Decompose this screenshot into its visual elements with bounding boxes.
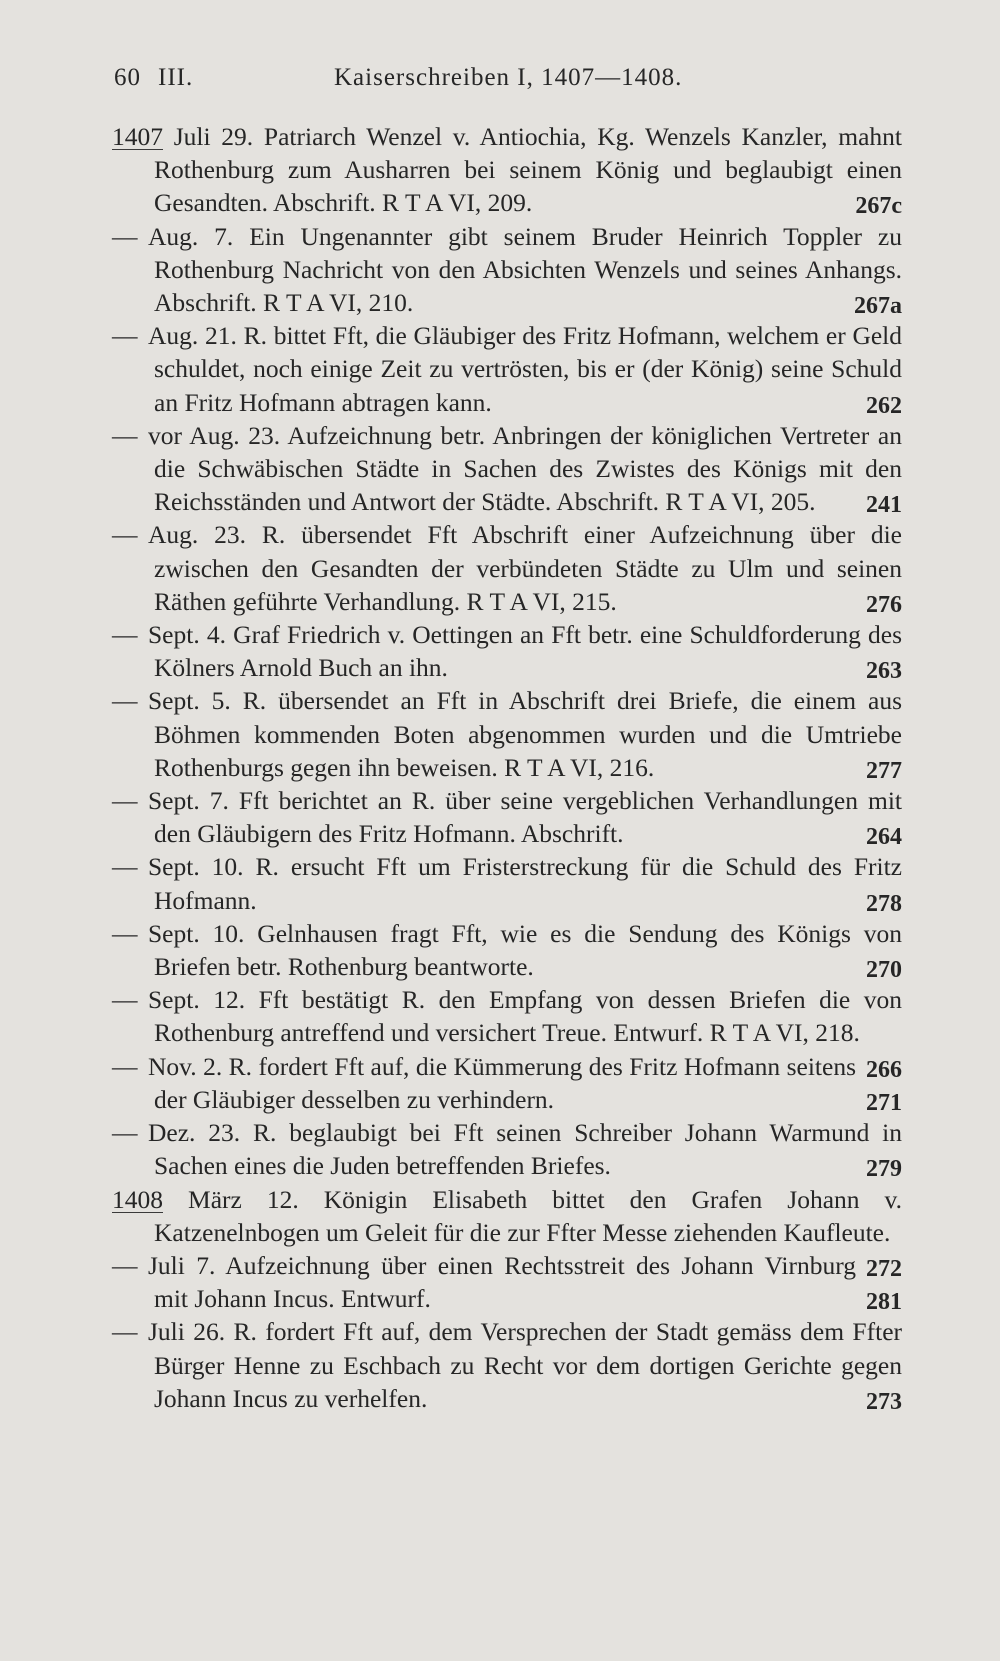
page-number: 60 [114, 64, 141, 91]
ditto-dash: — [112, 221, 138, 251]
regest-entry [112, 419, 902, 519]
entry-text: Aufzeichnung über einen Rechtsstreit des Johann Virnburg mit Johann Incus. Entwurf. [154, 1250, 857, 1314]
entry-text: R. übersendet Fft Abschrift einer Aufzeichnung über die zwischen den Gesandten der verbündeten Städte zu Ulm und seinen Räthen geführte Verhandlung. R T A VI, 215. [154, 520, 902, 616]
regest-list [112, 120, 902, 1415]
document-number: 267c [855, 193, 902, 220]
regest-entry [112, 917, 902, 983]
regest-entry [112, 850, 902, 916]
ditto-dash: — [112, 852, 138, 882]
running-title: Kaiserschreiben I, 1407—1408. [334, 64, 683, 91]
document-number: 270 [866, 957, 902, 984]
entry-date: März 12. [188, 1184, 299, 1214]
ditto-dash: — [112, 985, 138, 1015]
entry-text: R. ersucht Fft um Fristerstreckung für die Schuld des Fritz Hofmann. [154, 852, 903, 915]
regest-entry [112, 319, 902, 419]
entry-date: Sept. 7. [148, 786, 229, 816]
ditto-dash: — [112, 1051, 138, 1081]
document-number: 262 [866, 392, 902, 419]
entry-year: 1408 [112, 1184, 163, 1214]
entry-text: R. beglaubigt bei Fft seinen Schreiber Johann Warmund in Sachen eines die Juden betreffenden Briefes. [154, 1118, 902, 1181]
ditto-dash: — [112, 918, 138, 948]
ditto-dash: — [112, 1250, 138, 1280]
entry-date: Aug. 23. [148, 520, 247, 550]
entry-date: Sept. 10. [148, 852, 244, 882]
entry-date: Aug. 21. [148, 321, 237, 351]
ditto-dash: — [112, 686, 138, 716]
entry-text: R. fordert Fft auf, dem Versprechen der Stadt gemäss dem Ffter Bürger Henne zu Eschbach zu Recht vor dem dortigen Gerichte gegen Johann Incus zu verhelfen. [154, 1317, 903, 1413]
entry-date: Aug. 7. [148, 221, 234, 251]
entry-date: Sept. 5. [148, 686, 231, 716]
regest-entry [112, 1050, 902, 1116]
regest-entry [112, 518, 902, 618]
regest-entry [112, 1315, 902, 1415]
ditto-dash: — [112, 1317, 138, 1347]
ditto-dash: — [112, 786, 138, 816]
entry-date: Sept. 12. [148, 985, 246, 1015]
regest-entry [112, 618, 902, 684]
entry-date: Dez. 23. [148, 1118, 241, 1148]
entry-date: Juli 29. [173, 122, 254, 151]
document-number: 276 [866, 591, 902, 618]
ditto-dash: — [112, 321, 138, 351]
entry-text: R. bittet Fft, die Gläubiger des Fritz Hofmann, welchem er Geld schuldet, noch einige Zeit zu vertrösten, bis er (der König) seine Schuld an Fritz Hofmann abtragen kann. [154, 321, 903, 417]
document-number: 264 [866, 824, 902, 851]
document-number: 277 [866, 757, 902, 784]
entry-text: Fft bestätigt R. den Empfang von dessen Briefen die von Rothenburg antreffend und versichert Treue. Entwurf. R T A VI, 218. [154, 985, 902, 1048]
ditto-dash: — [112, 520, 138, 550]
entry-date: Nov. 2. [148, 1051, 223, 1081]
entry-text: Patriarch Wenzel v. Antiochia, Kg. Wenzels Kanzler, mahnt Rothenburg zum Ausharren bei seinem König und beglaubigt einen Gesandten. Abschrift. R T A VI, 209. [154, 122, 903, 218]
entry-date: Juli 26. [148, 1317, 226, 1347]
document-number: 263 [866, 658, 902, 685]
ditto-dash: — [112, 620, 138, 650]
document-number: 266 [866, 1056, 902, 1083]
document-number: 241 [866, 492, 902, 519]
document-number: 271 [866, 1089, 902, 1116]
regest-entry [112, 684, 902, 784]
entry-text: Graf Friedrich v. Oettingen an Fft betr. eine Schuldforderung des Kölners Arnold Buch an ihn. [154, 620, 903, 683]
document-number: 272 [866, 1255, 902, 1282]
regest-entry [112, 1116, 902, 1182]
document-number: 273 [866, 1388, 902, 1415]
entry-text: Aufzeichnung betr. Anbringen der königlichen Vertreter an die Schwäbischen Städte in Sachen des Zwistes des Königs mit den Reichsständen und Antwort der Städte. Abschrift. R T A VI, 205. [154, 420, 902, 517]
document-number: 281 [866, 1289, 902, 1316]
entry-text: Gelnhausen fragt Fft, wie es die Sendung des Königs von Briefen betr. Rothenburg beantworte. [154, 918, 902, 982]
entry-year: 1407 [112, 122, 163, 151]
entry-text: R. fordert Fft auf, die Kümmerung des Fritz Hofmann seitens der Gläubiger desselben zu verhindern. [154, 1051, 856, 1114]
document-number: 278 [866, 890, 902, 917]
ditto-dash: — [112, 420, 138, 450]
entry-text: Fft berichtet an R. über seine vergeblichen Verhandlungen mit den Gläubigern des Fritz Hofmann. Abschrift. [154, 786, 902, 849]
regest-entry [112, 220, 902, 320]
document-number: 279 [866, 1156, 902, 1183]
regest-entry [112, 120, 902, 220]
entry-date: Sept. 10. [148, 918, 245, 948]
entry-text: R. übersendet an Fft in Abschrift drei Briefe, die einem aus Böhmen kommenden Boten abgenommen wurden und die Umtriebe Rothenburgs gegen ihn beweisen. R T A VI, 216. [154, 686, 903, 782]
regest-entry [112, 1249, 902, 1315]
entry-text: Ein Ungenannter gibt seinem Bruder Heinrich Toppler zu Rothenburg Nachricht von den Absichten Wenzels und seines Anhangs. Abschrift. R T A VI, 210. [154, 221, 903, 318]
entry-date: vor Aug. 23. [148, 420, 281, 450]
entry-text: Königin Elisabeth bittet den Grafen Johann v. Katzenelnbogen um Geleit für die zur Ffter Messe ziehenden Kaufleute. [154, 1184, 903, 1247]
entry-date: Juli 7. [148, 1250, 216, 1280]
running-header [114, 64, 894, 98]
section-number: III. [158, 64, 194, 91]
entry-date: Sept. 4. [148, 620, 226, 650]
regest-entry [112, 784, 902, 850]
document-number: 267a [854, 293, 902, 320]
ditto-dash: — [112, 1118, 138, 1148]
